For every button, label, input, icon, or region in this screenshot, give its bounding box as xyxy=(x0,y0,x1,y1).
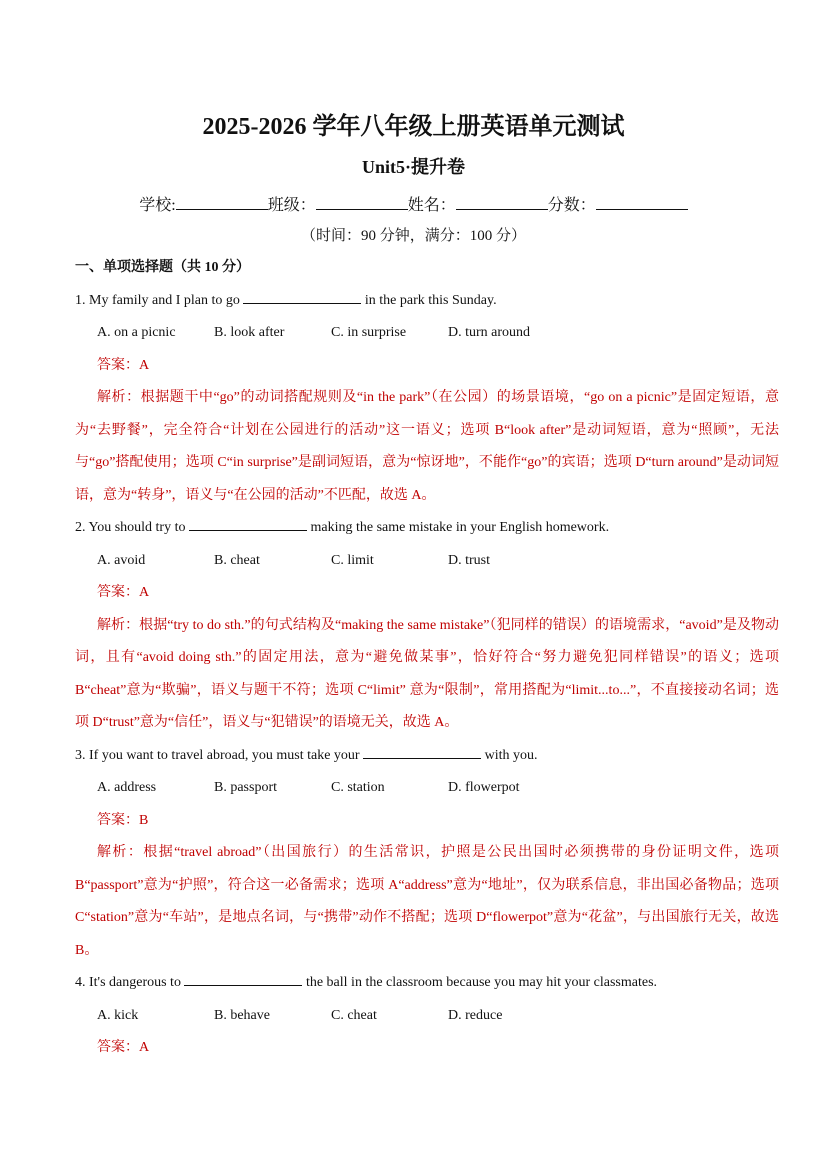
question-stem xyxy=(75,285,779,318)
option: B. passport xyxy=(214,780,277,795)
question xyxy=(75,740,779,968)
stem-text: with you. xyxy=(481,747,538,763)
class-blank[interactable] xyxy=(316,195,408,210)
section-heading: 一、单项选择题（共 10 分） xyxy=(75,260,250,275)
name-blank[interactable] xyxy=(456,195,548,210)
student-info-line xyxy=(0,192,827,215)
stem-text: 1. My family and I plan to go xyxy=(75,292,244,308)
answer: 答案：A xyxy=(97,357,150,373)
option: C. limit xyxy=(331,552,374,568)
question-stem xyxy=(75,967,779,1000)
school-label: 学校: xyxy=(139,197,176,214)
document-title: 2025-2026 学年八年级上册英语单元测试 xyxy=(202,114,625,140)
answer: 答案：A xyxy=(97,585,150,600)
option: B. behave xyxy=(214,1007,270,1023)
option: D. flowerpot xyxy=(448,780,520,795)
options xyxy=(75,772,779,805)
score-blank[interactable] xyxy=(596,195,688,210)
document-body xyxy=(75,252,779,1065)
answer-blank xyxy=(189,517,307,531)
question xyxy=(75,967,779,1065)
answer: 答案：B xyxy=(97,812,149,828)
time-note: （时间：90 分钟，满分：100 分） xyxy=(300,228,526,244)
stem-text: the ball in the classroom because you may hit your classmates. xyxy=(302,975,658,990)
question-stem xyxy=(75,740,779,773)
stem-text: 3. If you want to travel abroad, you must take your xyxy=(75,747,364,763)
option: D. turn around xyxy=(448,325,531,340)
stem-text: 2. You should try to xyxy=(75,520,189,535)
stem-text: in the park this Sunday. xyxy=(361,292,497,308)
name-label: 姓名： xyxy=(407,197,456,214)
school-blank[interactable] xyxy=(176,195,268,210)
class-label: 班级： xyxy=(267,197,316,214)
explanation: 解析：根据“travel abroad”（出国旅行）的生活常识，护照是公民出国时必须携带的身份证明文件，选项 B“passport”意为“护照”，符合这一必备需求；选项 A“address”意为“地址”，仅为联系信息，非出国必备物品；选项 C“station”意为“车站”，是地点名词，与“携带”动作不搭配；选项 D“flowerpot”意为“花盆”，与出国旅行无关，故选 B。 xyxy=(75,845,779,958)
option: A. address xyxy=(97,780,157,795)
answer-blank xyxy=(243,290,361,304)
options xyxy=(75,545,779,578)
stem-text: making the same mistake in your English homework. xyxy=(306,520,610,535)
option: D. trust xyxy=(448,552,490,568)
explanation: 解析：根据“try to do sth.”的句式结构及“making the same mistake”（犯同样的错误）的语境需求，“avoid”是及物动词，且有“avoid doing sth.”的固定用法，意为“避免做某事”，恰好符合“努力避免犯同样错误”的语义；选项 B“cheat”意为“欺骗”，语义与题干不符；选项 C“limit” 意为“限制”，常用搭配为“limit...to...”，不直接接动名词；选项 D“trust”意为“信任”，语义与“犯错误”的语境无关，故选 A。 xyxy=(75,617,779,730)
stem-text: 4. It's dangerous to xyxy=(75,975,185,990)
option: C. in surprise xyxy=(331,325,407,340)
option: C. cheat xyxy=(331,1007,377,1023)
score-label: 分数： xyxy=(547,197,596,214)
question-list xyxy=(75,285,779,1065)
option: C. station xyxy=(331,780,385,795)
question xyxy=(75,512,779,740)
explanation: 解析：根据题干中“go”的动词搭配规则及“in the park”（在公园）的场景语境，“go on a picnic”是固定短语，意为“去野餐”，完全符合“计划在公园进行的活动”这一语义；选项 B“look after”是动词短语，意为“照顾”，无法与“go”搭配使用；选项 C“in surprise”是副词短语，意为“惊讶地”，不能作“go”的宾语；选项 D“turn around”是动词短语，意为“转身”，语义与“在公园的活动”不匹配，故选 A。 xyxy=(75,390,779,503)
option: A. on a picnic xyxy=(97,325,176,340)
answer-blank xyxy=(363,745,481,759)
options xyxy=(75,1000,779,1033)
option: A. kick xyxy=(97,1007,139,1023)
option: A. avoid xyxy=(97,552,146,568)
option: D. reduce xyxy=(448,1007,503,1023)
question xyxy=(75,285,779,513)
question-stem xyxy=(75,512,779,545)
option: B. cheat xyxy=(214,552,260,568)
document-subtitle: Unit5·提升卷 xyxy=(361,157,465,177)
answer: 答案：A xyxy=(97,1040,150,1055)
options xyxy=(75,317,779,350)
option: B. look after xyxy=(214,325,285,340)
answer-blank xyxy=(184,972,302,986)
